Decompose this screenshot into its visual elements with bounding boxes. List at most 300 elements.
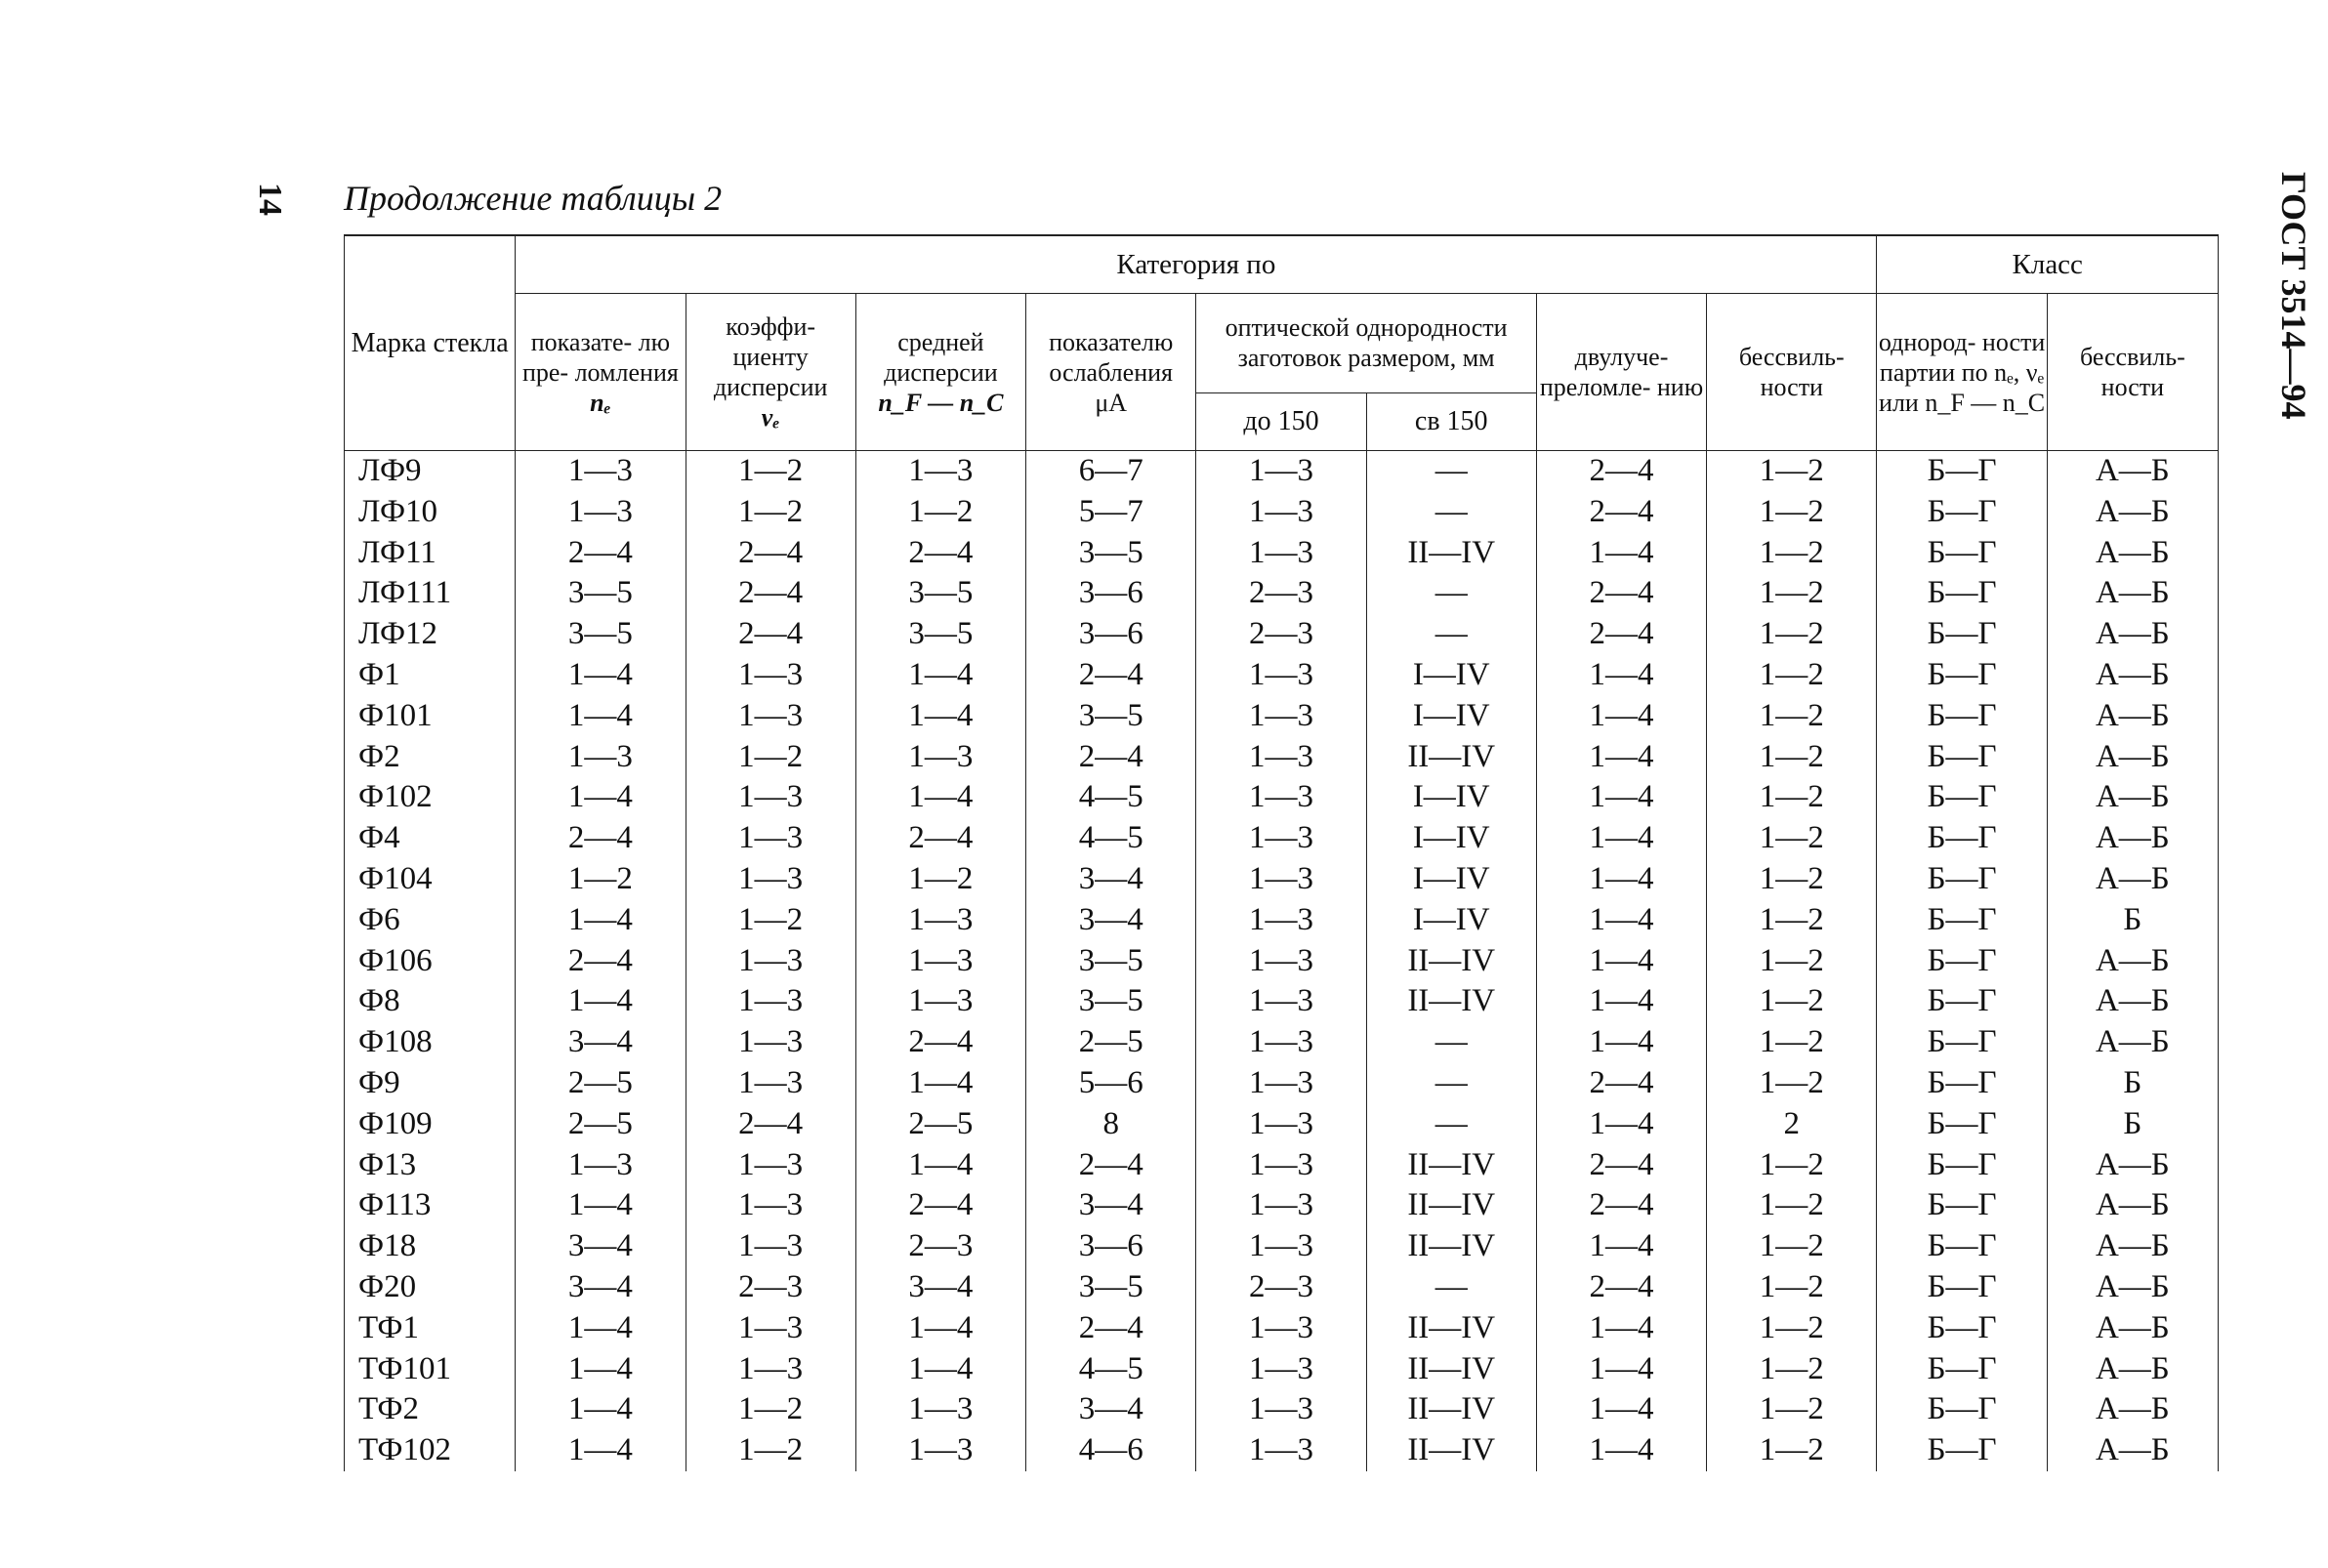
cell-class-homogeneity: Б—Г <box>1877 777 2047 818</box>
table-row <box>345 1349 2219 1390</box>
cell-over-150: — <box>1366 1022 1536 1063</box>
cell-bubbles: 1—2 <box>1707 818 1877 859</box>
cell-attenuation: 3—5 <box>1026 941 1196 982</box>
cell-refraction: 2—5 <box>516 1104 686 1145</box>
cell-bubbles: 1—2 <box>1707 981 1877 1022</box>
header-mean-dispersion <box>855 294 1025 451</box>
cell-mark: Ф106 <box>345 941 516 982</box>
cell-attenuation: 4—5 <box>1026 818 1196 859</box>
header-up-to-150: до 150 <box>1196 392 1366 450</box>
cell-mean-dispersion: 1—4 <box>855 1308 1025 1349</box>
cell-class-bubbles: Б <box>2047 1063 2218 1104</box>
cell-birefringence: 2—4 <box>1536 1185 1706 1226</box>
cell-attenuation: 3—4 <box>1026 859 1196 900</box>
cell-over-150: I—IV <box>1366 655 1536 696</box>
cell-mean-dispersion: 1—3 <box>855 900 1025 941</box>
cell-bubbles: 1—2 <box>1707 900 1877 941</box>
cell-mean-dispersion: 2—5 <box>855 1104 1025 1145</box>
cell-class-bubbles: Б <box>2047 1104 2218 1145</box>
cell-class-homogeneity: Б—Г <box>1877 981 2047 1022</box>
table-row <box>345 737 2219 778</box>
cell-mark: ТФ101 <box>345 1349 516 1390</box>
cell-dispersion-coef: 2—4 <box>686 573 855 614</box>
cell-up-to-150: 2—3 <box>1196 614 1366 655</box>
cell-class-homogeneity: Б—Г <box>1877 614 2047 655</box>
cell-attenuation: 3—6 <box>1026 1226 1196 1267</box>
cell-class-homogeneity: Б—Г <box>1877 1022 2047 1063</box>
cell-bubbles: 2 <box>1707 1104 1877 1145</box>
cell-over-150: — <box>1366 1104 1536 1145</box>
cell-class-bubbles: А—Б <box>2047 1226 2218 1267</box>
cell-dispersion-coef: 1—3 <box>686 818 855 859</box>
cell-class-bubbles: А—Б <box>2047 1349 2218 1390</box>
header-dispersion-coef <box>686 294 855 451</box>
glass-table-container <box>344 234 2219 1471</box>
cell-class-homogeneity: Б—Г <box>1877 451 2047 492</box>
cell-mark: Ф102 <box>345 777 516 818</box>
cell-bubbles: 1—2 <box>1707 1185 1877 1226</box>
cell-over-150: — <box>1366 573 1536 614</box>
cell-dispersion-coef: 2—4 <box>686 1104 855 1145</box>
cell-birefringence: 1—4 <box>1536 859 1706 900</box>
cell-mark: ТФ2 <box>345 1389 516 1430</box>
cell-bubbles: 1—2 <box>1707 1022 1877 1063</box>
cell-birefringence: 1—4 <box>1536 737 1706 778</box>
cell-class-homogeneity: Б—Г <box>1877 1104 2047 1145</box>
header-attenuation <box>1026 294 1196 451</box>
cell-attenuation: 2—4 <box>1026 1308 1196 1349</box>
cell-birefringence: 1—4 <box>1536 1349 1706 1390</box>
cell-refraction: 1—4 <box>516 1389 686 1430</box>
cell-bubbles: 1—2 <box>1707 1349 1877 1390</box>
table-row <box>345 1308 2219 1349</box>
cell-dispersion-coef: 1—3 <box>686 1226 855 1267</box>
cell-mark: Ф8 <box>345 981 516 1022</box>
cell-dispersion-coef: 1—3 <box>686 941 855 982</box>
cell-attenuation: 4—6 <box>1026 1430 1196 1471</box>
cell-refraction: 2—4 <box>516 818 686 859</box>
cell-bubbles: 1—2 <box>1707 737 1877 778</box>
cell-class-homogeneity: Б—Г <box>1877 1145 2047 1186</box>
cell-bubbles: 1—2 <box>1707 1063 1877 1104</box>
cell-mean-dispersion: 1—4 <box>855 1145 1025 1186</box>
header-refraction-label: показате- лю пре- ломления <box>521 327 679 387</box>
table-row <box>345 655 2219 696</box>
cell-refraction: 3—5 <box>516 573 686 614</box>
cell-dispersion-coef: 1—3 <box>686 1063 855 1104</box>
cell-bubbles: 1—2 <box>1707 941 1877 982</box>
cell-over-150: II—IV <box>1366 981 1536 1022</box>
cell-mean-dispersion: 1—4 <box>855 1063 1025 1104</box>
cell-class-homogeneity: Б—Г <box>1877 941 2047 982</box>
cell-birefringence: 1—4 <box>1536 900 1706 941</box>
cell-mark: Ф20 <box>345 1267 516 1308</box>
header-optical-homogeneity: оптической однородности заготовок размером, мм <box>1196 294 1537 393</box>
cell-up-to-150: 1—3 <box>1196 1389 1366 1430</box>
cell-attenuation: 4—5 <box>1026 1349 1196 1390</box>
cell-over-150: II—IV <box>1366 1185 1536 1226</box>
cell-mark: ТФ1 <box>345 1308 516 1349</box>
header-attenuation-symbol: μA <box>1095 388 1128 417</box>
cell-mark: Ф113 <box>345 1185 516 1226</box>
cell-up-to-150: 1—3 <box>1196 1430 1366 1471</box>
cell-attenuation: 8 <box>1026 1104 1196 1145</box>
cell-dispersion-coef: 1—2 <box>686 492 855 533</box>
cell-dispersion-coef: 1—3 <box>686 696 855 737</box>
cell-up-to-150: 1—3 <box>1196 737 1366 778</box>
cell-class-bubbles: Б <box>2047 900 2218 941</box>
cell-attenuation: 4—5 <box>1026 777 1196 818</box>
cell-refraction: 1—4 <box>516 655 686 696</box>
cell-dispersion-coef: 1—3 <box>686 859 855 900</box>
cell-birefringence: 2—4 <box>1536 1145 1706 1186</box>
cell-dispersion-coef: 1—2 <box>686 737 855 778</box>
cell-dispersion-coef: 1—2 <box>686 1430 855 1471</box>
cell-class-bubbles: А—Б <box>2047 1145 2218 1186</box>
cell-over-150: — <box>1366 492 1536 533</box>
cell-class-homogeneity: Б—Г <box>1877 492 2047 533</box>
cell-dispersion-coef: 1—3 <box>686 1145 855 1186</box>
cell-class-homogeneity: Б—Г <box>1877 573 2047 614</box>
cell-mark: ЛФ12 <box>345 614 516 655</box>
cell-over-150: — <box>1366 1063 1536 1104</box>
header-bubbles: бессвиль- ности <box>1707 294 1877 451</box>
cell-mark: Ф101 <box>345 696 516 737</box>
cell-class-bubbles: А—Б <box>2047 859 2218 900</box>
cell-birefringence: 1—4 <box>1536 981 1706 1022</box>
cell-birefringence: 1—4 <box>1536 1308 1706 1349</box>
cell-bubbles: 1—2 <box>1707 492 1877 533</box>
cell-class-bubbles: А—Б <box>2047 981 2218 1022</box>
cell-refraction: 1—4 <box>516 900 686 941</box>
cell-birefringence: 2—4 <box>1536 451 1706 492</box>
cell-class-homogeneity: Б—Г <box>1877 1308 2047 1349</box>
cell-mark: ТФ102 <box>345 1430 516 1471</box>
cell-refraction: 1—3 <box>516 1145 686 1186</box>
cell-mark: ЛФ9 <box>345 451 516 492</box>
cell-bubbles: 1—2 <box>1707 655 1877 696</box>
table-header <box>345 235 2219 451</box>
table-row <box>345 818 2219 859</box>
cell-refraction: 1—4 <box>516 1185 686 1226</box>
cell-mean-dispersion: 1—3 <box>855 737 1025 778</box>
cell-over-150: II—IV <box>1366 1430 1536 1471</box>
cell-mark: Ф4 <box>345 818 516 859</box>
cell-birefringence: 2—4 <box>1536 573 1706 614</box>
cell-dispersion-coef: 1—3 <box>686 1022 855 1063</box>
cell-mean-dispersion: 1—3 <box>855 451 1025 492</box>
cell-attenuation: 3—5 <box>1026 696 1196 737</box>
table-row <box>345 1104 2219 1145</box>
table-row <box>345 1226 2219 1267</box>
cell-bubbles: 1—2 <box>1707 777 1877 818</box>
header-dispersion-coef-label: коэффи- циенту дисперсии <box>713 312 828 401</box>
table-row <box>345 1267 2219 1308</box>
cell-over-150: I—IV <box>1366 859 1536 900</box>
cell-bubbles: 1—2 <box>1707 533 1877 574</box>
cell-up-to-150: 1—3 <box>1196 1022 1366 1063</box>
cell-over-150: II—IV <box>1366 737 1536 778</box>
table-row <box>345 533 2219 574</box>
cell-class-homogeneity: Б—Г <box>1877 1185 2047 1226</box>
cell-up-to-150: 1—3 <box>1196 655 1366 696</box>
cell-up-to-150: 1—3 <box>1196 533 1366 574</box>
cell-refraction: 2—5 <box>516 1063 686 1104</box>
cell-bubbles: 1—2 <box>1707 614 1877 655</box>
cell-birefringence: 1—4 <box>1536 1022 1706 1063</box>
cell-over-150: I—IV <box>1366 900 1536 941</box>
cell-refraction: 1—2 <box>516 859 686 900</box>
cell-mark: Ф18 <box>345 1226 516 1267</box>
cell-over-150: — <box>1366 451 1536 492</box>
cell-birefringence: 1—4 <box>1536 533 1706 574</box>
cell-bubbles: 1—2 <box>1707 859 1877 900</box>
cell-mean-dispersion: 2—4 <box>855 1022 1025 1063</box>
cell-attenuation: 2—4 <box>1026 655 1196 696</box>
cell-bubbles: 1—2 <box>1707 1430 1877 1471</box>
page-number: 14 <box>252 183 288 216</box>
cell-dispersion-coef: 2—3 <box>686 1267 855 1308</box>
header-class-bubbles: бессвиль- ности <box>2047 294 2218 451</box>
cell-over-150: — <box>1366 1267 1536 1308</box>
header-refraction-symbol: nₑ <box>590 388 611 417</box>
cell-class-homogeneity: Б—Г <box>1877 1430 2047 1471</box>
cell-class-bubbles: А—Б <box>2047 1308 2218 1349</box>
cell-refraction: 3—5 <box>516 614 686 655</box>
cell-class-bubbles: А—Б <box>2047 492 2218 533</box>
table-row <box>345 451 2219 492</box>
cell-birefringence: 1—4 <box>1536 1226 1706 1267</box>
cell-up-to-150: 1—3 <box>1196 818 1366 859</box>
cell-birefringence: 2—4 <box>1536 1063 1706 1104</box>
cell-bubbles: 1—2 <box>1707 573 1877 614</box>
cell-up-to-150: 1—3 <box>1196 1349 1366 1390</box>
cell-class-homogeneity: Б—Г <box>1877 900 2047 941</box>
cell-class-bubbles: А—Б <box>2047 533 2218 574</box>
cell-dispersion-coef: 1—2 <box>686 451 855 492</box>
cell-up-to-150: 2—3 <box>1196 1267 1366 1308</box>
cell-refraction: 2—4 <box>516 533 686 574</box>
cell-refraction: 1—4 <box>516 696 686 737</box>
cell-birefringence: 1—4 <box>1536 696 1706 737</box>
cell-class-bubbles: А—Б <box>2047 777 2218 818</box>
cell-attenuation: 3—6 <box>1026 614 1196 655</box>
table-row <box>345 1185 2219 1226</box>
cell-mean-dispersion: 2—4 <box>855 818 1025 859</box>
cell-mark: ЛФ111 <box>345 573 516 614</box>
cell-bubbles: 1—2 <box>1707 696 1877 737</box>
cell-dispersion-coef: 2—4 <box>686 533 855 574</box>
cell-over-150: II—IV <box>1366 941 1536 982</box>
cell-mark: Ф2 <box>345 737 516 778</box>
cell-birefringence: 1—4 <box>1536 818 1706 859</box>
cell-class-homogeneity: Б—Г <box>1877 1063 2047 1104</box>
cell-birefringence: 2—4 <box>1536 1267 1706 1308</box>
cell-over-150: I—IV <box>1366 696 1536 737</box>
cell-attenuation: 3—4 <box>1026 1389 1196 1430</box>
cell-class-homogeneity: Б—Г <box>1877 1389 2047 1430</box>
cell-over-150: I—IV <box>1366 777 1536 818</box>
cell-up-to-150: 1—3 <box>1196 696 1366 737</box>
cell-class-homogeneity: Б—Г <box>1877 1226 2047 1267</box>
cell-mean-dispersion: 1—3 <box>855 1389 1025 1430</box>
cell-refraction: 1—4 <box>516 1430 686 1471</box>
cell-mark: Ф108 <box>345 1022 516 1063</box>
cell-up-to-150: 1—3 <box>1196 859 1366 900</box>
cell-attenuation: 3—4 <box>1026 900 1196 941</box>
cell-class-bubbles: А—Б <box>2047 818 2218 859</box>
cell-class-bubbles: А—Б <box>2047 941 2218 982</box>
table-body <box>345 451 2219 1471</box>
cell-class-homogeneity: Б—Г <box>1877 655 2047 696</box>
cell-mark: ЛФ11 <box>345 533 516 574</box>
cell-birefringence: 1—4 <box>1536 941 1706 982</box>
table-row <box>345 900 2219 941</box>
cell-up-to-150: 1—3 <box>1196 1308 1366 1349</box>
cell-mean-dispersion: 1—4 <box>855 655 1025 696</box>
header-class-homogeneity: однород- ности партии по nₑ, νₑ или n_F — n_C <box>1877 294 2047 451</box>
cell-up-to-150: 1—3 <box>1196 1104 1366 1145</box>
cell-bubbles: 1—2 <box>1707 1308 1877 1349</box>
cell-refraction: 1—4 <box>516 981 686 1022</box>
cell-bubbles: 1—2 <box>1707 1145 1877 1186</box>
header-refraction <box>516 294 686 451</box>
cell-over-150: II—IV <box>1366 1145 1536 1186</box>
cell-bubbles: 1—2 <box>1707 1226 1877 1267</box>
cell-dispersion-coef: 2—4 <box>686 614 855 655</box>
header-mean-dispersion-symbol: n_F — n_C <box>878 388 1004 417</box>
cell-birefringence: 1—4 <box>1536 1104 1706 1145</box>
cell-over-150: II—IV <box>1366 1226 1536 1267</box>
cell-dispersion-coef: 1—3 <box>686 1349 855 1390</box>
cell-attenuation: 3—5 <box>1026 981 1196 1022</box>
cell-refraction: 2—4 <box>516 941 686 982</box>
cell-mark: Ф109 <box>345 1104 516 1145</box>
cell-mark: Ф1 <box>345 655 516 696</box>
standard-label: ГОСТ 3514—94 <box>2274 172 2313 420</box>
cell-class-homogeneity: Б—Г <box>1877 1267 2047 1308</box>
cell-refraction: 1—4 <box>516 1349 686 1390</box>
cell-mean-dispersion: 1—4 <box>855 777 1025 818</box>
cell-mean-dispersion: 1—4 <box>855 1349 1025 1390</box>
cell-birefringence: 2—4 <box>1536 614 1706 655</box>
cell-up-to-150: 1—3 <box>1196 1185 1366 1226</box>
table-row <box>345 1063 2219 1104</box>
cell-dispersion-coef: 1—3 <box>686 777 855 818</box>
header-mean-dispersion-label: средней дисперсии <box>884 327 998 387</box>
table-caption: Продолжение таблицы 2 <box>344 179 723 218</box>
table-row <box>345 696 2219 737</box>
table-row <box>345 1430 2219 1471</box>
cell-attenuation: 6—7 <box>1026 451 1196 492</box>
cell-over-150: II—IV <box>1366 1389 1536 1430</box>
table-row <box>345 777 2219 818</box>
cell-attenuation: 2—5 <box>1026 1022 1196 1063</box>
cell-attenuation: 3—5 <box>1026 533 1196 574</box>
table-row <box>345 981 2219 1022</box>
table-row <box>345 573 2219 614</box>
cell-class-bubbles: А—Б <box>2047 451 2218 492</box>
cell-over-150: — <box>1366 614 1536 655</box>
cell-class-bubbles: А—Б <box>2047 1389 2218 1430</box>
cell-birefringence: 1—4 <box>1536 655 1706 696</box>
cell-up-to-150: 2—3 <box>1196 573 1366 614</box>
cell-class-bubbles: А—Б <box>2047 655 2218 696</box>
cell-class-homogeneity: Б—Г <box>1877 1349 2047 1390</box>
header-class-group: Класс <box>1877 235 2219 294</box>
cell-attenuation: 2—4 <box>1026 737 1196 778</box>
cell-refraction: 3—4 <box>516 1022 686 1063</box>
header-attenuation-label: показателю ослабления <box>1049 327 1174 387</box>
cell-class-bubbles: А—Б <box>2047 696 2218 737</box>
cell-class-bubbles: А—Б <box>2047 614 2218 655</box>
header-over-150: св 150 <box>1366 392 1536 450</box>
cell-dispersion-coef: 1—3 <box>686 981 855 1022</box>
cell-mean-dispersion: 3—5 <box>855 573 1025 614</box>
glass-category-table <box>344 234 2219 1471</box>
cell-mean-dispersion: 2—4 <box>855 1185 1025 1226</box>
cell-mean-dispersion: 2—4 <box>855 533 1025 574</box>
cell-birefringence: 1—4 <box>1536 1430 1706 1471</box>
table-row <box>345 859 2219 900</box>
cell-class-homogeneity: Б—Г <box>1877 859 2047 900</box>
cell-up-to-150: 1—3 <box>1196 981 1366 1022</box>
cell-mean-dispersion: 1—3 <box>855 981 1025 1022</box>
cell-class-bubbles: А—Б <box>2047 737 2218 778</box>
cell-class-bubbles: А—Б <box>2047 1267 2218 1308</box>
cell-refraction: 1—3 <box>516 451 686 492</box>
cell-class-homogeneity: Б—Г <box>1877 696 2047 737</box>
cell-up-to-150: 1—3 <box>1196 941 1366 982</box>
cell-mark: ЛФ10 <box>345 492 516 533</box>
cell-refraction: 1—3 <box>516 492 686 533</box>
table-row <box>345 1145 2219 1186</box>
cell-bubbles: 1—2 <box>1707 1389 1877 1430</box>
cell-attenuation: 5—6 <box>1026 1063 1196 1104</box>
cell-mean-dispersion: 1—3 <box>855 1430 1025 1471</box>
cell-class-homogeneity: Б—Г <box>1877 533 2047 574</box>
cell-dispersion-coef: 1—3 <box>686 1185 855 1226</box>
cell-bubbles: 1—2 <box>1707 451 1877 492</box>
cell-dispersion-coef: 1—3 <box>686 1308 855 1349</box>
cell-class-bubbles: А—Б <box>2047 1185 2218 1226</box>
table-row <box>345 492 2219 533</box>
cell-up-to-150: 1—3 <box>1196 900 1366 941</box>
cell-attenuation: 3—5 <box>1026 1267 1196 1308</box>
cell-mean-dispersion: 3—5 <box>855 614 1025 655</box>
cell-mark: Ф13 <box>345 1145 516 1186</box>
cell-refraction: 3—4 <box>516 1226 686 1267</box>
cell-up-to-150: 1—3 <box>1196 1145 1366 1186</box>
cell-mean-dispersion: 1—2 <box>855 492 1025 533</box>
cell-over-150: II—IV <box>1366 533 1536 574</box>
cell-up-to-150: 1—3 <box>1196 777 1366 818</box>
cell-mark: Ф6 <box>345 900 516 941</box>
cell-over-150: II—IV <box>1366 1308 1536 1349</box>
cell-class-bubbles: А—Б <box>2047 1022 2218 1063</box>
header-category-group: Категория по <box>516 235 1877 294</box>
cell-dispersion-coef: 1—2 <box>686 900 855 941</box>
cell-up-to-150: 1—3 <box>1196 1063 1366 1104</box>
cell-refraction: 3—4 <box>516 1267 686 1308</box>
cell-attenuation: 2—4 <box>1026 1145 1196 1186</box>
table-row <box>345 1022 2219 1063</box>
header-dispersion-coef-symbol: νₑ <box>761 403 780 432</box>
cell-mark: Ф104 <box>345 859 516 900</box>
cell-dispersion-coef: 1—2 <box>686 1389 855 1430</box>
cell-birefringence: 1—4 <box>1536 1389 1706 1430</box>
cell-class-homogeneity: Б—Г <box>1877 818 2047 859</box>
